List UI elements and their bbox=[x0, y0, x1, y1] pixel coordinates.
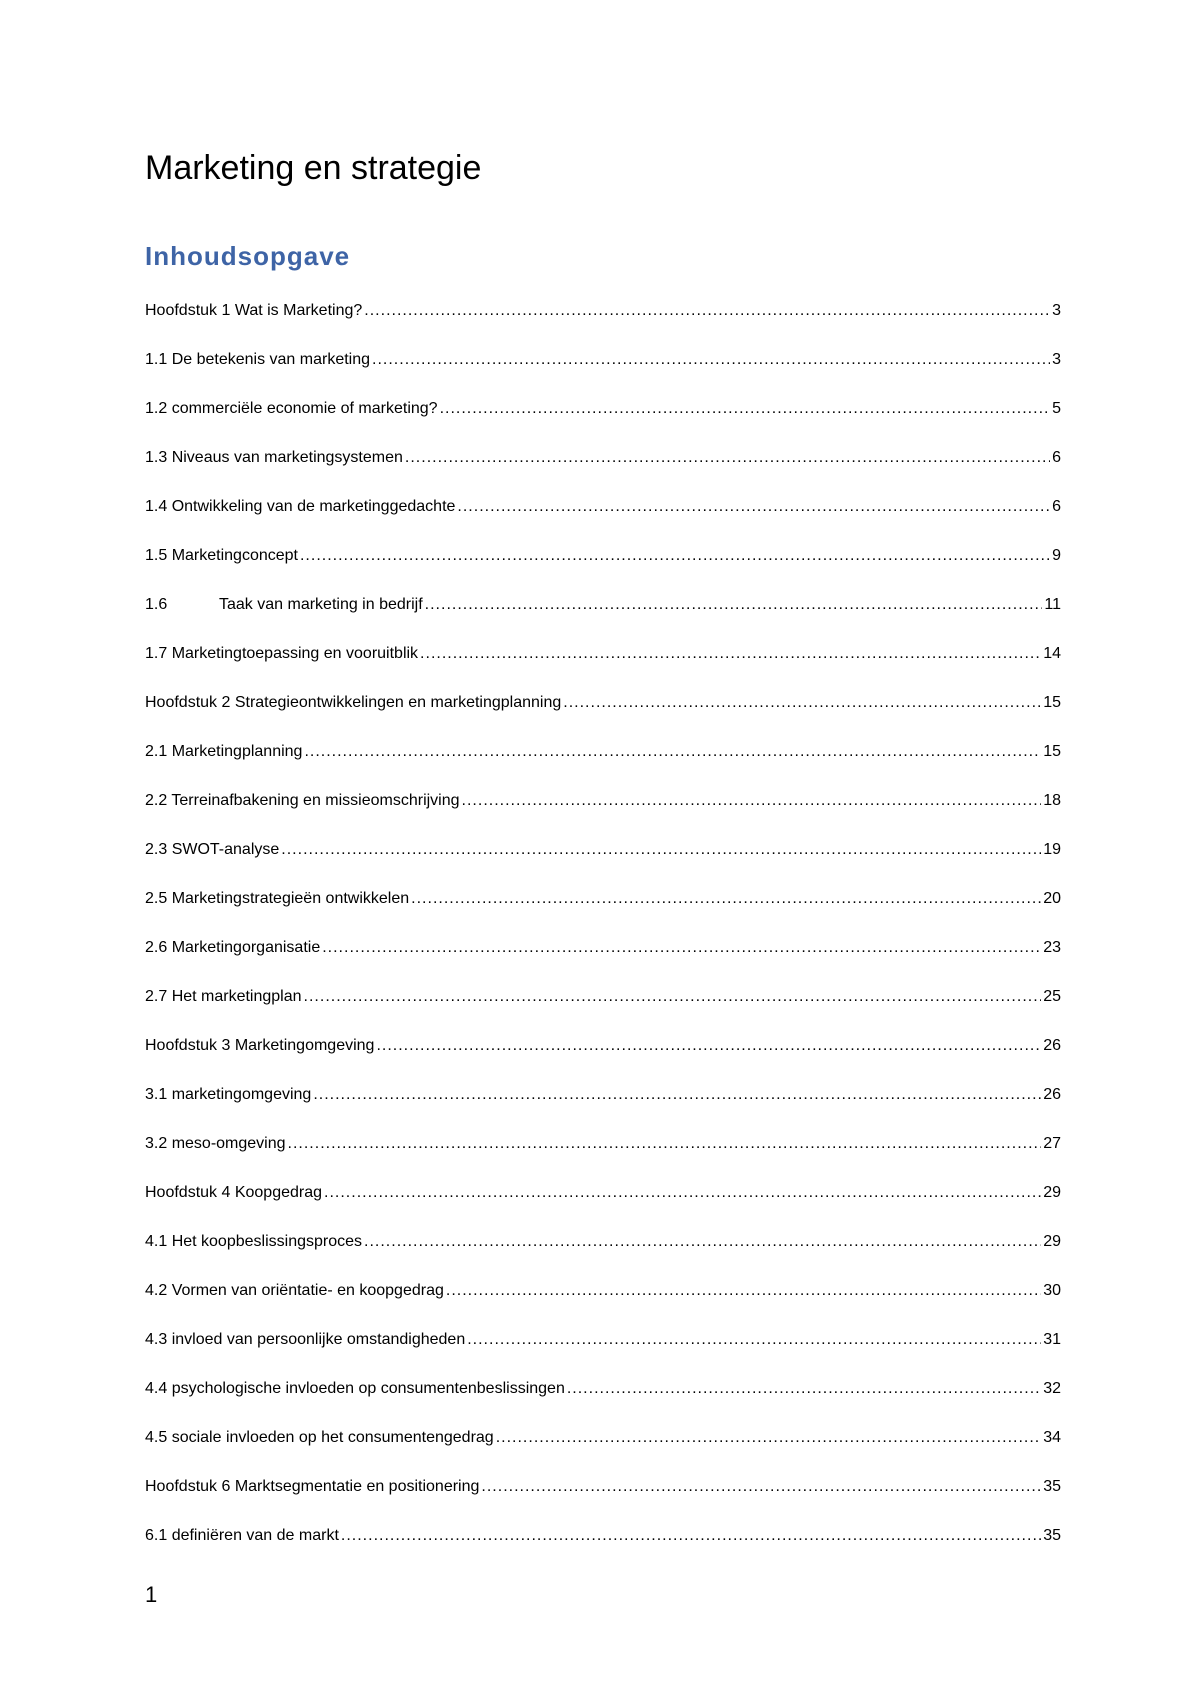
toc-entry[interactable] bbox=[145, 1282, 1061, 1331]
toc-entry-page: 6 bbox=[1052, 498, 1061, 515]
toc-entry-label bbox=[145, 1233, 362, 1251]
toc-entry-page: 11 bbox=[1044, 596, 1061, 613]
toc-dot-leader bbox=[281, 841, 1041, 859]
toc-dot-leader bbox=[288, 1135, 1042, 1153]
toc-entry-page: 26 bbox=[1043, 1086, 1061, 1103]
table-of-contents bbox=[145, 302, 1061, 1576]
toc-entry-label bbox=[145, 1282, 444, 1300]
toc-dot-leader bbox=[376, 1037, 1041, 1055]
toc-dot-leader bbox=[364, 1233, 1041, 1251]
toc-entry-page: 35 bbox=[1043, 1527, 1061, 1544]
toc-dot-leader bbox=[425, 596, 1043, 614]
toc-entry-page: 19 bbox=[1043, 841, 1061, 858]
toc-entry-text: Hoofdstuk 1 Wat is Marketing? bbox=[145, 302, 363, 319]
toc-entry[interactable] bbox=[145, 400, 1061, 449]
toc-entry[interactable] bbox=[145, 1086, 1061, 1135]
toc-entry-label bbox=[145, 596, 423, 614]
toc-entry-label bbox=[145, 890, 409, 908]
toc-entry-label bbox=[145, 1527, 339, 1545]
toc-entry-page: 29 bbox=[1043, 1184, 1061, 1201]
toc-dot-leader bbox=[496, 1429, 1042, 1447]
toc-entry-label bbox=[145, 939, 320, 957]
toc-entry[interactable] bbox=[145, 1233, 1061, 1282]
toc-dot-leader bbox=[324, 1184, 1041, 1202]
toc-entry-page: 35 bbox=[1043, 1478, 1061, 1495]
toc-entry[interactable] bbox=[145, 498, 1061, 547]
toc-entry-text: 2.7 Het marketingplan bbox=[145, 988, 302, 1005]
toc-entry-page: 23 bbox=[1043, 939, 1061, 956]
toc-dot-leader bbox=[364, 302, 1050, 320]
toc-heading: Inhoudsopgave bbox=[145, 241, 351, 271]
toc-entry-text: Taak van marketing in bedrijf bbox=[219, 596, 423, 613]
toc-entry[interactable] bbox=[145, 1478, 1061, 1527]
toc-entry-text: 2.6 Marketingorganisatie bbox=[145, 939, 321, 956]
toc-entry[interactable] bbox=[145, 694, 1061, 743]
toc-entry-page: 6 bbox=[1052, 449, 1061, 466]
toc-entry-label bbox=[145, 1184, 322, 1202]
toc-entry-label bbox=[145, 743, 302, 761]
toc-entry[interactable] bbox=[145, 841, 1061, 890]
toc-dot-leader bbox=[341, 1527, 1041, 1545]
toc-entry[interactable] bbox=[145, 988, 1061, 1037]
toc-entry-text: 6.1 definiëren van de markt bbox=[145, 1527, 339, 1544]
document-title: Marketing en strategie bbox=[145, 149, 482, 187]
toc-entry-label bbox=[145, 1086, 311, 1104]
toc-dot-leader bbox=[411, 890, 1041, 908]
toc-entry-label bbox=[145, 792, 460, 810]
toc-entry[interactable] bbox=[145, 645, 1061, 694]
toc-entry-text: 1.5 Marketingconcept bbox=[145, 547, 298, 564]
toc-entry-label bbox=[145, 841, 279, 859]
toc-entry[interactable] bbox=[145, 596, 1061, 645]
toc-entry[interactable] bbox=[145, 449, 1061, 498]
toc-entry[interactable] bbox=[145, 547, 1061, 596]
toc-entry-text: 1.3 Niveaus van marketingsystemen bbox=[145, 449, 403, 466]
toc-entry-page: 15 bbox=[1043, 743, 1061, 760]
toc-dot-leader bbox=[420, 645, 1041, 663]
toc-dot-leader bbox=[446, 1282, 1041, 1300]
toc-entry-label bbox=[145, 449, 403, 467]
toc-entry-label bbox=[145, 1135, 286, 1153]
toc-dot-leader bbox=[440, 400, 1051, 418]
toc-entry-label bbox=[145, 1331, 465, 1349]
toc-dot-leader bbox=[304, 743, 1041, 761]
toc-dot-leader bbox=[322, 939, 1041, 957]
toc-dot-leader bbox=[481, 1478, 1041, 1496]
toc-entry-page: 5 bbox=[1052, 400, 1061, 417]
toc-entry[interactable] bbox=[145, 939, 1061, 988]
toc-entry[interactable] bbox=[145, 792, 1061, 841]
toc-entry-text: 2.2 Terreinafbakening en missieomschrijving bbox=[145, 792, 460, 809]
toc-entry-label bbox=[145, 547, 298, 565]
toc-entry-label bbox=[145, 498, 455, 516]
toc-entry-page: 20 bbox=[1043, 890, 1061, 907]
toc-entry[interactable] bbox=[145, 1380, 1061, 1429]
toc-dot-leader bbox=[567, 1380, 1041, 1398]
toc-entry-text: 2.5 Marketingstrategieën ontwikkelen bbox=[145, 890, 410, 907]
toc-entry-text: 2.1 Marketingplanning bbox=[145, 743, 303, 760]
toc-dot-leader bbox=[467, 1331, 1041, 1349]
toc-entry-page: 18 bbox=[1043, 792, 1061, 809]
toc-entry-text: 1.2 commerciële economie of marketing? bbox=[145, 400, 438, 417]
toc-entry-text: 4.1 Het koopbeslissingsproces bbox=[145, 1233, 363, 1250]
toc-entry-page: 27 bbox=[1043, 1135, 1061, 1152]
toc-entry-number: 1.6 bbox=[145, 596, 168, 613]
toc-entry-page: 29 bbox=[1043, 1233, 1061, 1250]
toc-dot-leader bbox=[462, 792, 1042, 810]
toc-entry-page: 15 bbox=[1043, 694, 1061, 711]
toc-entry-label bbox=[145, 1380, 565, 1398]
toc-entry-text: 2.3 SWOT-analyse bbox=[145, 841, 280, 858]
toc-dot-leader bbox=[313, 1086, 1041, 1104]
toc-entry-label bbox=[145, 694, 561, 712]
toc-entry[interactable] bbox=[145, 302, 1061, 351]
toc-entry-page: 32 bbox=[1043, 1380, 1061, 1397]
toc-entry-text: 4.2 Vormen van oriëntatie- en koopgedrag bbox=[145, 1282, 444, 1299]
toc-entry-label bbox=[145, 400, 438, 418]
toc-entry[interactable] bbox=[145, 743, 1061, 792]
toc-entry[interactable] bbox=[145, 1331, 1061, 1380]
toc-entry-text: 1.1 De betekenis van marketing bbox=[145, 351, 371, 368]
toc-entry-page: 30 bbox=[1043, 1282, 1061, 1299]
toc-entry-label bbox=[145, 302, 362, 320]
toc-entry[interactable] bbox=[145, 1429, 1061, 1478]
toc-entry-text: 4.5 sociale invloeden op het consumentengedrag bbox=[145, 1429, 494, 1446]
toc-entry-label bbox=[145, 1429, 494, 1447]
toc-entry-text: 3.2 meso-omgeving bbox=[145, 1135, 286, 1152]
toc-entry-label bbox=[145, 988, 302, 1006]
toc-entry-page: 3 bbox=[1052, 351, 1061, 368]
toc-entry-text: 1.4 Ontwikkeling van de marketinggedachte bbox=[145, 498, 456, 515]
toc-entry[interactable] bbox=[145, 1037, 1061, 1086]
toc-entry-label bbox=[145, 645, 418, 663]
toc-entry-page: 3 bbox=[1052, 302, 1061, 319]
toc-entry-text: Hoofdstuk 6 Marktsegmentatie en positionering bbox=[145, 1478, 480, 1495]
toc-dot-leader bbox=[304, 988, 1042, 1006]
toc-entry-text: 4.3 invloed van persoonlijke omstandigheden bbox=[145, 1331, 466, 1348]
toc-entry-page: 34 bbox=[1043, 1429, 1061, 1446]
toc-entry-label bbox=[145, 1037, 374, 1055]
toc-entry-page: 31 bbox=[1043, 1331, 1061, 1348]
toc-entry[interactable] bbox=[145, 1135, 1061, 1184]
toc-entry-page: 14 bbox=[1043, 645, 1061, 662]
toc-dot-leader bbox=[563, 694, 1041, 712]
toc-entry-text: 1.7 Marketingtoepassing en vooruitblik bbox=[145, 645, 419, 662]
toc-dot-leader bbox=[405, 449, 1050, 467]
toc-entry[interactable] bbox=[145, 1184, 1061, 1233]
toc-entry[interactable] bbox=[145, 1527, 1061, 1576]
toc-entry-text: 3.1 marketingomgeving bbox=[145, 1086, 312, 1103]
toc-entry-text: 4.4 psychologische invloeden op consumentenbeslissingen bbox=[145, 1380, 565, 1397]
toc-entry-text: Hoofdstuk 2 Strategieontwikkelingen en marketingplanning bbox=[145, 694, 562, 711]
toc-entry-text: Hoofdstuk 3 Marketingomgeving bbox=[145, 1037, 375, 1054]
toc-entry[interactable] bbox=[145, 351, 1061, 400]
toc-dot-leader bbox=[300, 547, 1050, 565]
toc-entry-text: Hoofdstuk 4 Koopgedrag bbox=[145, 1184, 323, 1201]
page-number: 1 bbox=[145, 1582, 158, 1607]
toc-entry-label bbox=[145, 351, 370, 369]
toc-entry-page: 9 bbox=[1052, 547, 1061, 564]
toc-entry-page: 26 bbox=[1043, 1037, 1061, 1054]
toc-entry-label bbox=[145, 1478, 479, 1496]
toc-entry-page: 25 bbox=[1043, 988, 1061, 1005]
toc-dot-leader bbox=[372, 351, 1050, 369]
toc-entry[interactable] bbox=[145, 890, 1061, 939]
toc-dot-leader bbox=[457, 498, 1050, 516]
